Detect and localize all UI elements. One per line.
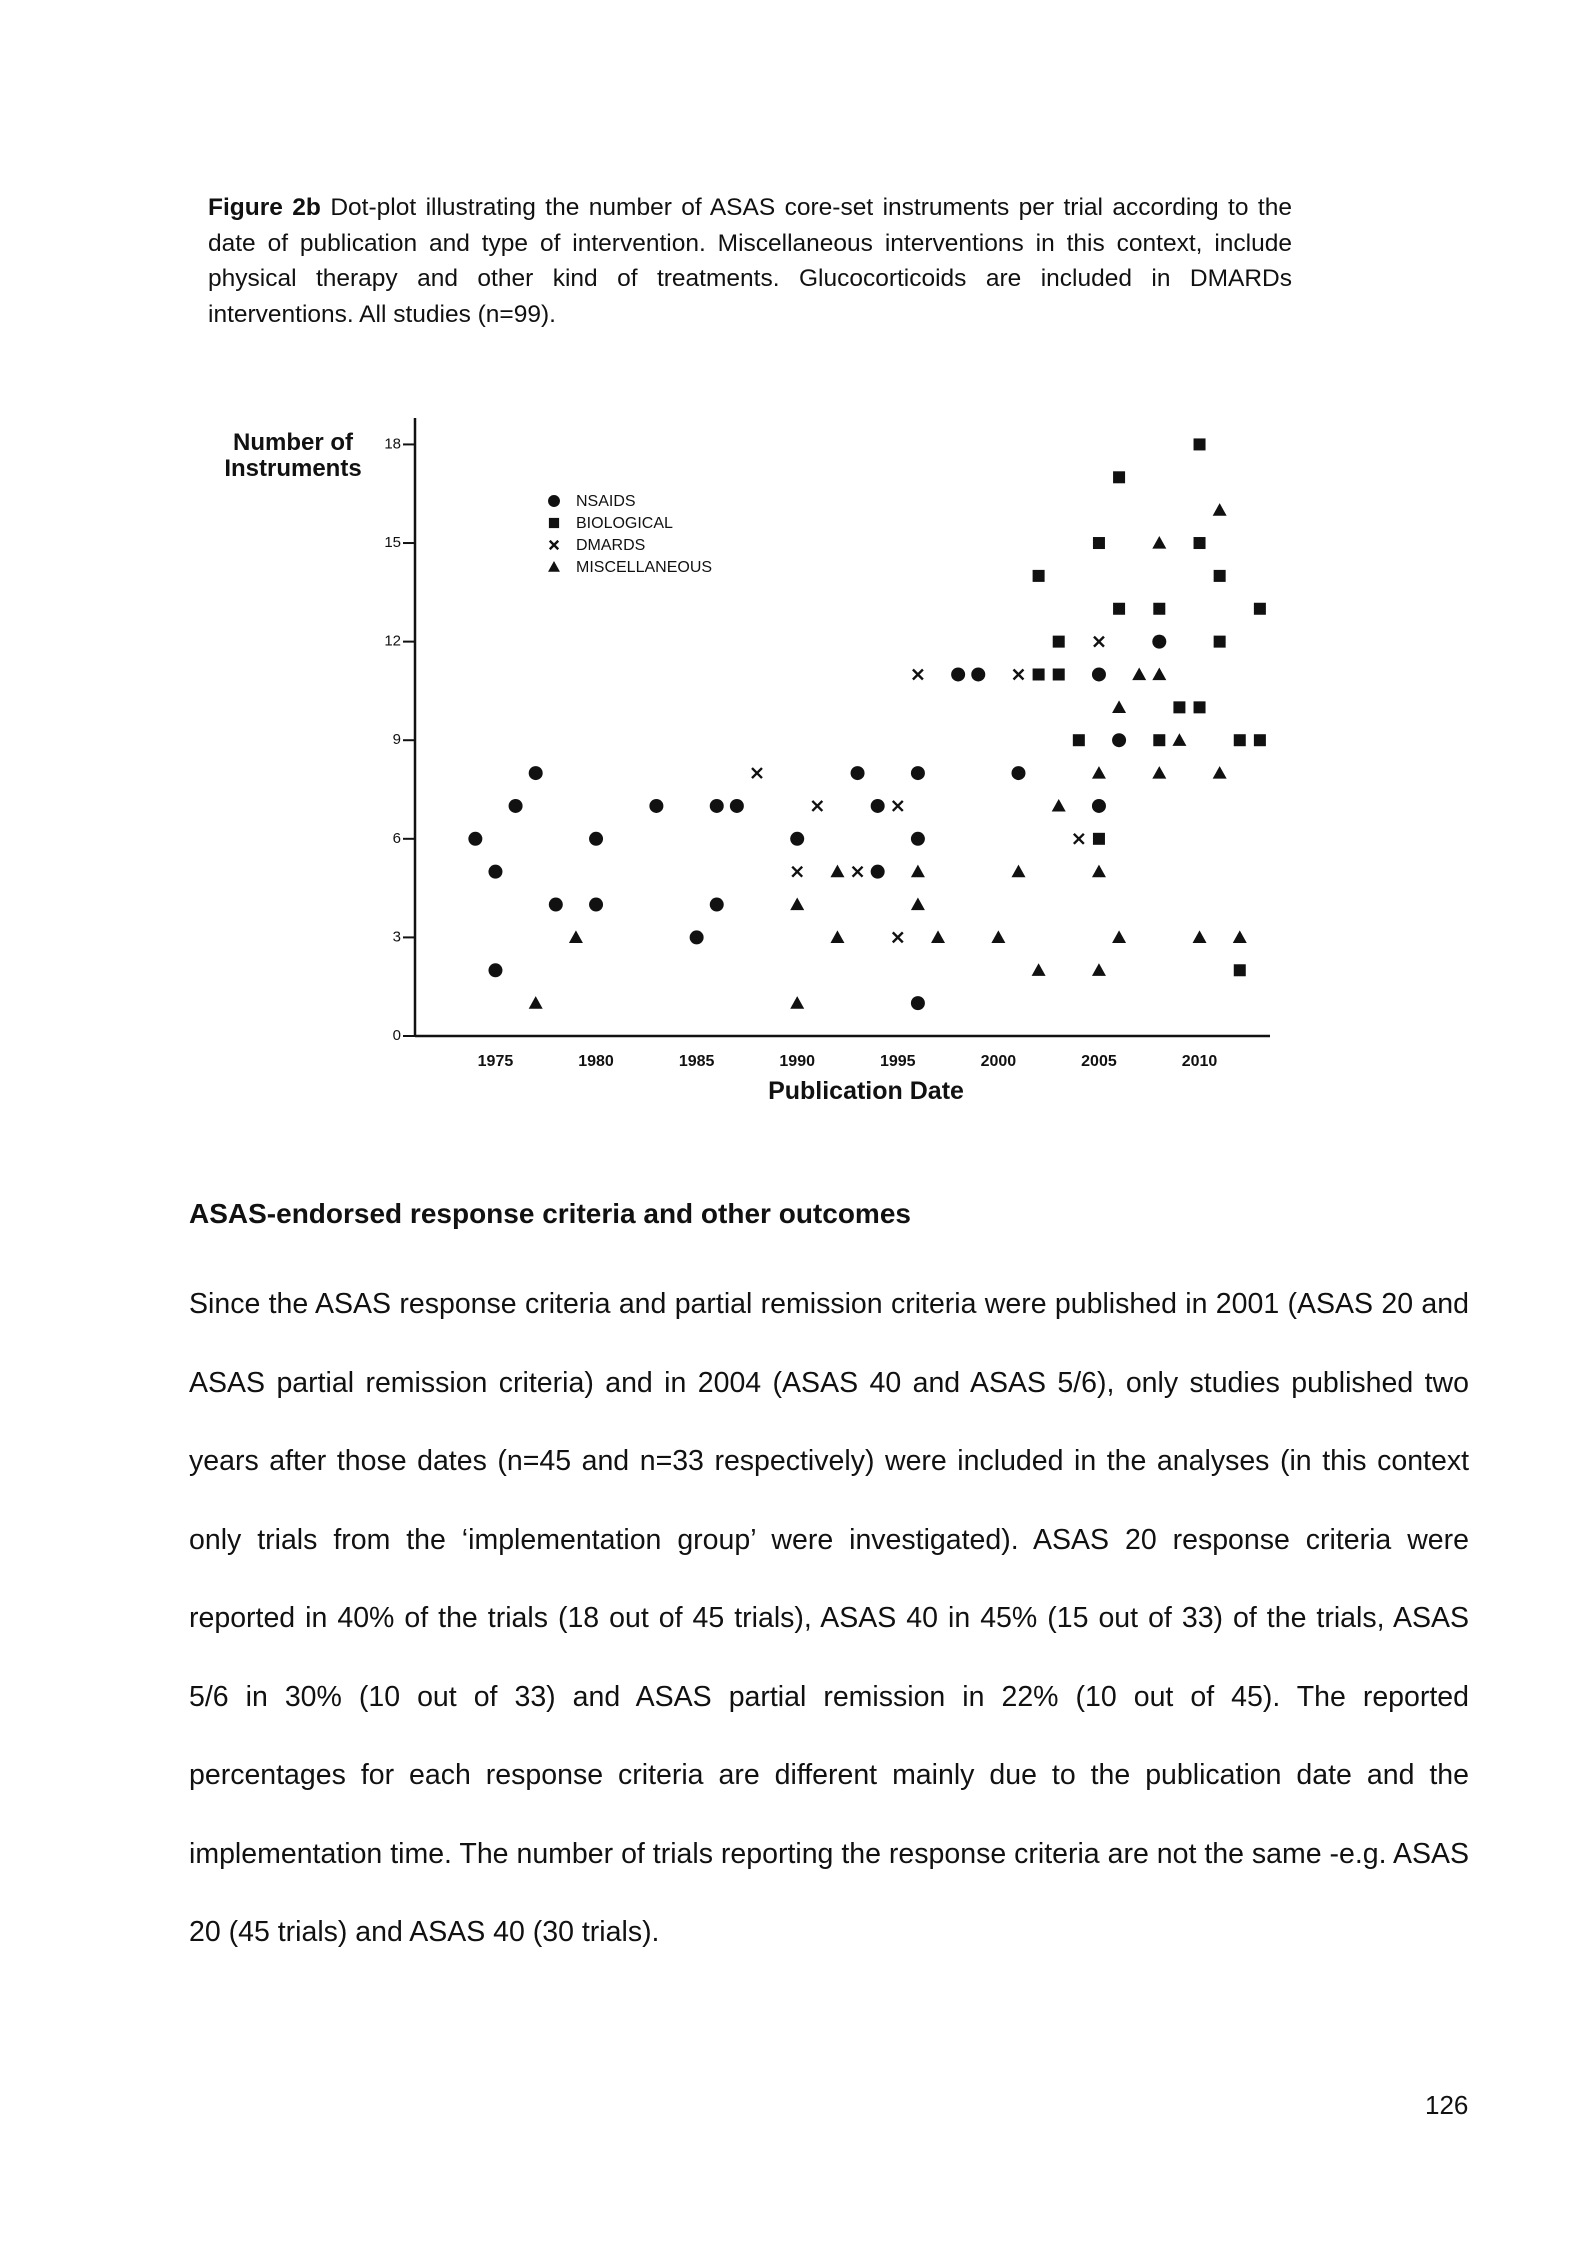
data-point-miscellaneous	[1032, 963, 1046, 976]
paragraph-text: Since the ASAS response criteria and partial remission criteria were published in 2001 (ASAS 20 and ASAS partial remission criteria) and in 2004 (ASAS 40 and ASAS 5/6), only studies published two years after those dates (n=45 and n=33 respectively) were included in the analyses (in this context only trials from the ‘implementation group’ were investigated). ASAS 20 response criteria were reported in 40% of the trials (18 out of 45 trials), ASAS 40 in 45% (15 out of 33) of the trials, ASAS 5/6 in 30% (10 out of 33) and ASAS partial remission in 22% (10 out of 45). The reported percentages for each response criteria are different mainly due to the publication date and the implementation time. The number of trials reporting the response criteria are not the same -e.g. ASAS 20 (45 trials) and ASAS 40 (30 trials).	[189, 1288, 1469, 1948]
legend-label: DMARDS	[576, 537, 646, 554]
data-point-miscellaneous	[830, 930, 844, 943]
data-point-biological	[1194, 537, 1206, 549]
data-point-biological	[1254, 734, 1266, 746]
data-point-nsaids	[690, 930, 704, 944]
data-point-nsaids	[951, 667, 965, 681]
data-point-biological	[1073, 734, 1085, 746]
data-point-biological	[1234, 964, 1246, 976]
data-point-miscellaneous	[931, 930, 945, 943]
legend-marker-square	[549, 518, 559, 528]
figure-caption	[208, 190, 1292, 332]
data-point-nsaids	[589, 832, 603, 846]
data-point-miscellaneous	[1152, 766, 1166, 779]
x-tick-label: 1990	[779, 1053, 816, 1070]
y-tick-label: 9	[392, 731, 401, 749]
y-tick-label: 6	[392, 829, 401, 847]
data-point-miscellaneous	[1092, 865, 1106, 878]
data-point-nsaids	[790, 832, 804, 846]
data-point-nsaids	[730, 799, 744, 813]
data-point-miscellaneous	[1152, 667, 1166, 680]
data-point-nsaids	[871, 799, 885, 813]
data-point-miscellaneous	[830, 865, 844, 878]
data-point-miscellaneous	[1112, 930, 1126, 943]
data-point-biological	[1153, 734, 1165, 746]
x-tick-label: 1975	[477, 1053, 514, 1070]
y-axis-label-line1: Number of	[233, 429, 353, 456]
data-point-miscellaneous	[911, 865, 925, 878]
data-point-miscellaneous	[1233, 930, 1247, 943]
data-point-nsaids	[911, 766, 925, 780]
data-point-miscellaneous	[790, 996, 804, 1009]
data-point-dmards	[792, 867, 802, 877]
data-point-nsaids	[488, 963, 502, 977]
data-point-miscellaneous	[1213, 503, 1227, 516]
data-point-miscellaneous	[569, 930, 583, 943]
data-point-dmards	[893, 932, 903, 942]
x-tick-label: 1985	[678, 1053, 715, 1070]
x-axis-label: Publication Date	[768, 1077, 964, 1105]
y-tick-label: 18	[384, 435, 401, 453]
data-point-miscellaneous	[991, 930, 1005, 943]
x-tick-label: 2010	[1181, 1053, 1218, 1070]
x-tick-label: 2000	[980, 1053, 1017, 1070]
data-point-biological	[1033, 668, 1045, 680]
data-point-biological	[1234, 734, 1246, 746]
data-point-nsaids	[871, 865, 885, 879]
data-point-biological	[1093, 833, 1105, 845]
data-point-biological	[1214, 636, 1226, 648]
data-point-miscellaneous	[790, 898, 804, 911]
legend-marker-triangle	[548, 561, 560, 572]
data-point-miscellaneous	[529, 996, 543, 1009]
data-point-nsaids	[649, 799, 663, 813]
data-point-miscellaneous	[1092, 766, 1106, 779]
data-point-biological	[1053, 636, 1065, 648]
data-point-miscellaneous	[1132, 667, 1146, 680]
data-point-nsaids	[549, 898, 563, 912]
data-point-biological	[1254, 603, 1266, 615]
data-point-nsaids	[1011, 766, 1025, 780]
data-point-biological	[1153, 603, 1165, 615]
data-point-nsaids	[589, 898, 603, 912]
data-point-biological	[1113, 603, 1125, 615]
section-heading: ASAS-endorsed response criteria and other outcomes	[189, 1198, 911, 1229]
data-point-nsaids	[468, 832, 482, 846]
data-point-biological	[1194, 438, 1206, 450]
data-point-miscellaneous	[1193, 930, 1207, 943]
data-point-nsaids	[710, 799, 724, 813]
data-point-nsaids	[1092, 667, 1106, 681]
legend-label: BIOLOGICAL	[576, 515, 673, 532]
data-point-miscellaneous	[1011, 865, 1025, 878]
legend-marker-cross	[550, 541, 559, 550]
data-point-biological	[1214, 570, 1226, 582]
data-point-nsaids	[1152, 635, 1166, 649]
data-point-dmards	[913, 669, 923, 679]
data-point-miscellaneous	[1172, 733, 1186, 746]
data-point-biological	[1113, 471, 1125, 483]
data-point-biological	[1033, 570, 1045, 582]
data-point-nsaids	[1112, 733, 1126, 747]
y-tick-label: 12	[384, 632, 401, 650]
data-point-dmards	[1094, 637, 1104, 647]
data-point-biological	[1194, 701, 1206, 713]
data-point-dmards	[752, 768, 762, 778]
data-point-nsaids	[710, 898, 724, 912]
data-point-miscellaneous	[1052, 799, 1066, 812]
data-point-nsaids	[971, 667, 985, 681]
data-point-miscellaneous	[1152, 536, 1166, 549]
data-point-nsaids	[851, 766, 865, 780]
data-point-nsaids	[1092, 799, 1106, 813]
data-point-miscellaneous	[911, 898, 925, 911]
legend-label: NSAIDS	[576, 493, 636, 510]
figure-label: Figure 2b	[208, 194, 321, 221]
data-point-dmards	[853, 867, 863, 877]
data-point-biological	[1173, 701, 1185, 713]
data-point-nsaids	[529, 766, 543, 780]
data-point-miscellaneous	[1092, 963, 1106, 976]
data-point-dmards	[1074, 834, 1084, 844]
data-point-nsaids	[488, 865, 502, 879]
figure-caption-text: Dot-plot illustrating the number of ASAS core-set instruments per trial according to the date of publication and type of intervention. Miscellaneous interventions in this context, include physical therapy and other kind of treatments. Glucocorticoids are included in DMARDs interventions. All studies (n=99).	[208, 194, 1292, 328]
data-point-dmards	[812, 801, 822, 811]
axis-ticks	[384, 435, 1217, 1070]
data-point-biological	[1093, 537, 1105, 549]
y-tick-label: 0	[392, 1027, 401, 1044]
dot-plot-chart	[200, 418, 1300, 1118]
legend-marker-circle	[548, 495, 560, 507]
axes	[415, 418, 1270, 1036]
data-point-nsaids	[911, 996, 925, 1010]
legend	[548, 493, 712, 576]
data-point-nsaids	[509, 799, 523, 813]
data-point-dmards	[1013, 669, 1023, 679]
y-axis-label-line2: Instruments	[224, 455, 362, 482]
x-tick-label: 1980	[578, 1053, 614, 1070]
page-number: 126	[1425, 2090, 1469, 2120]
data-point-biological	[1053, 668, 1065, 680]
y-tick-label: 3	[392, 928, 401, 946]
data-point-nsaids	[911, 832, 925, 846]
data-point-miscellaneous	[1112, 700, 1126, 713]
y-tick-label: 15	[384, 534, 401, 552]
x-tick-label: 1995	[879, 1053, 916, 1070]
body-paragraph	[189, 1265, 1469, 1972]
data-point-dmards	[893, 801, 903, 811]
legend-label: MISCELLANEOUS	[576, 559, 713, 576]
data-point-miscellaneous	[1213, 766, 1227, 779]
x-tick-label: 2005	[1081, 1053, 1117, 1070]
